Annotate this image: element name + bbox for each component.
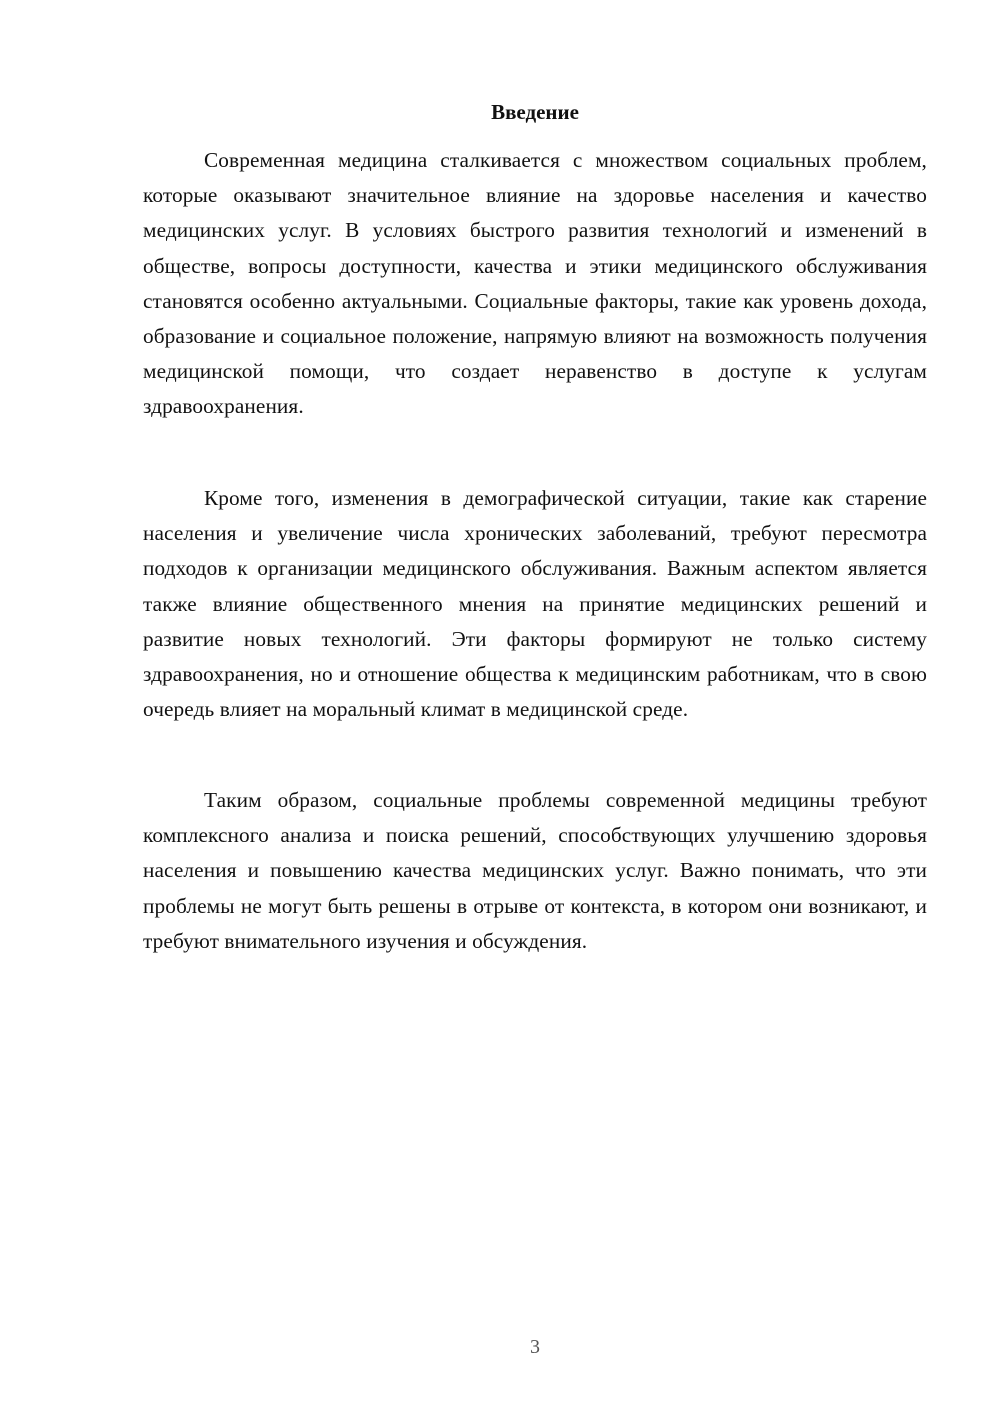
paragraph-1: Современная медицина сталкивается с множеством социальных проблем, которые оказывают значительное влияние на здоровье населения и качество медицинских услуг. В условиях быстрого развития технологий и изменений в обществе, вопросы доступности, качества и этики медицинского обслуживания становятся особенно актуальными. Социальные факторы, такие как уровень дохода, образование и социальное положение, напрямую влияют на возможность получения медицинской помощи, что создает неравенство в доступе к услугам здравоохранения. bbox=[143, 148, 927, 419]
section-heading: Введение bbox=[491, 100, 579, 124]
paragraph-3: Таким образом, социальные проблемы современной медицины требуют комплексного анализа и поиска решений, способствующих улучшению здоровья населения и повышению качества медицинских услуг. Важно понимать, что эти проблемы не могут быть решены в отрыве от контекста, в котором они возникают, и требуют внимательного изучения и обсуждения. bbox=[143, 788, 927, 953]
page-number: 3 bbox=[530, 1336, 540, 1358]
paragraph-2: Кроме того, изменения в демографической ситуации, такие как старение населения и увеличение числа хронических заболеваний, требуют пересмотра подходов к организации медицинского обслуживания. Важным аспектом является также влияние общественного мнения на принятие медицинских решений и развитие новых технологий. Эти факторы формируют не только систему здравоохранения, но и отношение общества к медицинским работникам, что в свою очередь влияет на моральный климат в медицинской среде. bbox=[143, 486, 927, 722]
